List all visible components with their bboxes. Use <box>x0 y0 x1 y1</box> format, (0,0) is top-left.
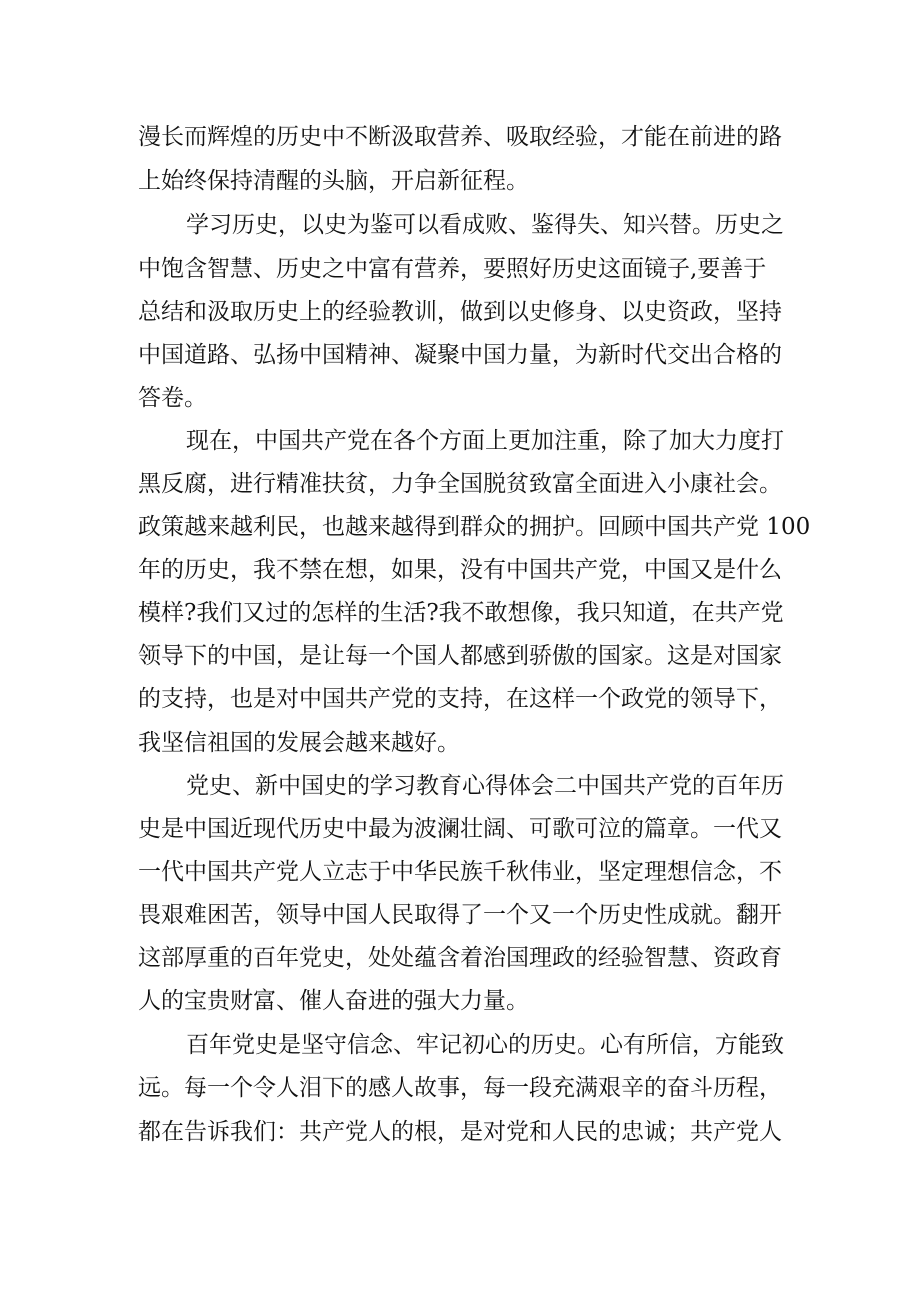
text-line: 答卷。 <box>138 385 207 411</box>
text-line: 都在告诉我们：共产党人的根，是对党和人民的忠诚；共产党人 <box>138 1119 782 1145</box>
text-line: 中饱含智慧、历史之中富有营养，要照好历史这面镜子,要善于 <box>138 256 767 282</box>
text-line: 中国道路、弘扬中国精神、凝聚中国力量，为新时代交出合格的 <box>138 342 782 368</box>
text-line: 漫长而辉煌的历史中不断汲取营养、吸取经验，才能在前进的路 <box>138 124 782 150</box>
text-line: 学习历史，以史为鉴可以看成败、鉴得失、知兴替。历史之 <box>186 212 784 238</box>
text-line: 畏艰难困苦，领导中国人民取得了一个又一个历史性成就。翻开 <box>138 902 782 928</box>
text-line: 一代中国共产党人立志于中华民族千秋伟业，坚定理想信念，不 <box>138 859 782 885</box>
text-line: 人的宝贵财富、催人奋进的强大力量。 <box>138 988 529 1014</box>
text-line: 现在，中国共产党在各个方面上更加注重，除了加大力度打 <box>186 428 784 454</box>
text-line: 的支持，也是对中国共产党的支持，在这样一个政党的领导下， <box>138 686 782 712</box>
text-line: 我坚信祖国的发展会越来越好。 <box>138 730 460 756</box>
text-line: 领导下的中国，是让每一个国人都感到骄傲的国家。这是对国家 <box>138 643 782 669</box>
text-line: 史是中国近现代历史中最为波澜壮阔、可歌可泣的篇章。一代又 <box>138 816 782 842</box>
text-line: 黑反腐，进行精准扶贫，力争全国脱贫致富全面进入小康社会。 <box>138 471 782 497</box>
text-line: 政策越来越利民，也越来越得到群众的拥护。回顾中国共产党 100 <box>138 514 811 540</box>
text-line: 总结和汲取历史上的经验教训，做到以史修身、以史资政，坚持 <box>138 299 782 325</box>
text-line: 远。每一个令人泪下的感人故事，每一段充满艰辛的奋斗历程， <box>138 1075 782 1101</box>
text-line: 年的历史，我不禁在想，如果，没有中国共产党，中国又是什么 <box>138 557 782 583</box>
text-line: 模样?我们又过的怎样的生活?我不敢想像，我只知道，在共产党 <box>138 600 784 626</box>
text-line: 党史、新中国史的学习教育心得体会二中国共产党的百年历 <box>186 773 784 799</box>
text-line: 上始终保持清醒的头脑，开启新征程。 <box>138 168 529 194</box>
text-line: 这部厚重的百年党史，处处蕴含着治国理政的经验智慧、资政育 <box>138 945 782 971</box>
text-line: 百年党史是坚守信念、牢记初心的历史。心有所信，方能致 <box>186 1032 784 1058</box>
